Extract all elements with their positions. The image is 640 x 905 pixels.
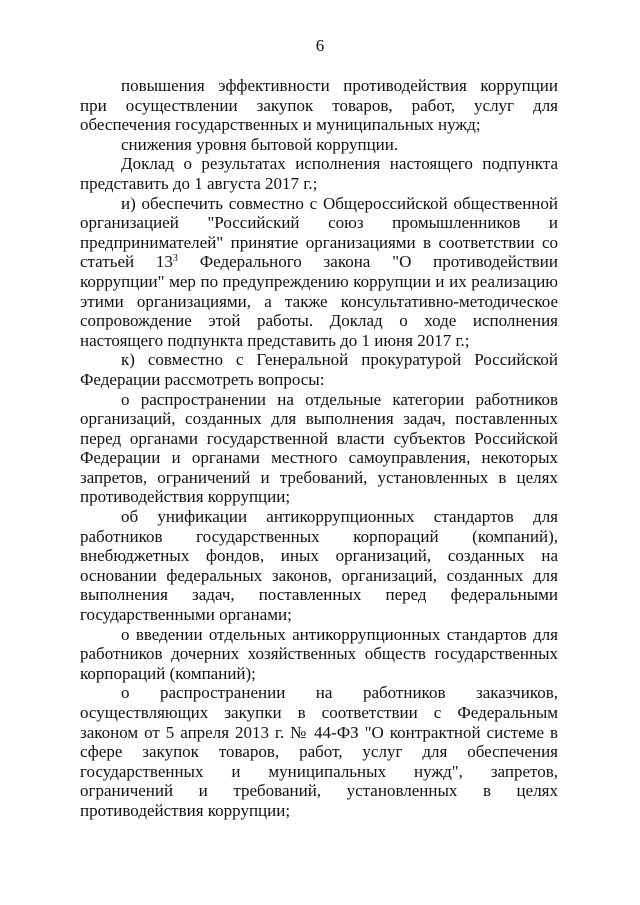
- paragraph-item-k: к) совместно с Генеральной прокуратурой Российской Федерации рассмотреть вопросы:: [80, 350, 558, 389]
- article-superscript: 3: [172, 253, 178, 265]
- paragraph-item-i-text-end: Федерального закона "О противодействии коррупции" мер по предупреждению коррупции и их реализацию этими организациями, а также консультативно-методическое сопровождение этой работы. Доклад о ходе исполнения настоящего подпункта представить до 1 июня 2017 г.;: [80, 252, 558, 350]
- document-body: [80, 76, 558, 821]
- paragraph-procurement-customers: о распространении на работников заказчиков, осуществляющих закупки в соответствии с Федеральным законом от 5 апреля 2013 г. № 44-ФЗ "О контрактной системе в сфере закупок товаров, работ, услуг для обеспечения государственных и муниципальных нужд", запретов, ограничений и требований, установленных в целях противодействия коррупции;: [80, 683, 558, 820]
- paragraph-regional-employees: о распространении на отдельные категории работников организаций, созданных для выполнения задач, поставленных перед органами государственной власти субъектов Российской Федерации и органами местного самоуправления, некоторых запретов, ограничений и требований, установленных в целях противодействия коррупции;: [80, 389, 558, 507]
- paragraph-item-i-text-start: и) обеспечить совместно с Общероссийской общественной организацией "Российский союз промышленников и предпринимателей" принятие организациями в соответствии со статьей 13: [80, 193, 558, 272]
- paragraph-standards-unification: об унификации антикоррупционных стандартов для работников государственных корпораций (компаний), внебюджетных фондов, иных организаций, созданных на основании федеральных законов, организаций, созданных для выполнения задач, поставленных перед федеральными государственными органами;: [80, 507, 558, 625]
- paragraph-subsidiary-standards: о введении отдельных антикоррупционных стандартов для работников дочерних хозяйственных обществ государственных корпораций (компаний);: [80, 624, 558, 683]
- paragraph-procurement-efficiency: повышения эффективности противодействия коррупции при осуществлении закупок товаров, работ, услуг для обеспечения государственных и муниципальных нужд;: [80, 76, 558, 135]
- paragraph-item-i: [80, 194, 558, 351]
- page-number: 6: [315, 36, 325, 55]
- paragraph-household-corruption: снижения уровня бытовой коррупции.: [121, 134, 399, 154]
- paragraph-report-august: Доклад о результатах исполнения настоящего подпункта представить до 1 августа 2017 г.;: [80, 154, 558, 193]
